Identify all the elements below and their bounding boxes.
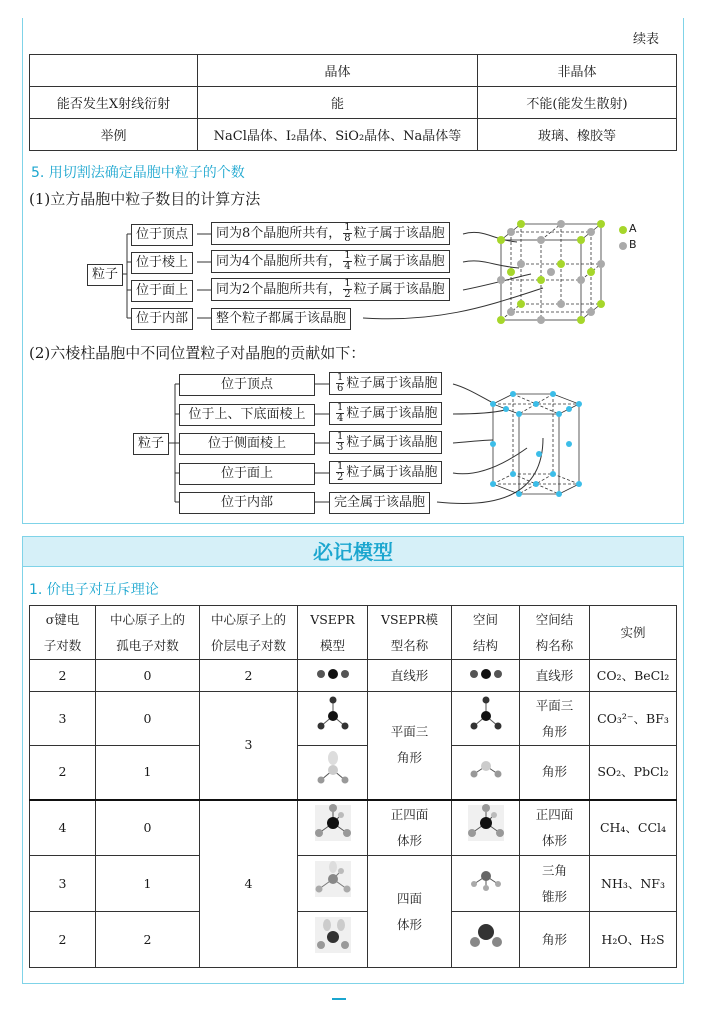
tetrahedral-icon	[452, 800, 520, 856]
legend-b: B	[629, 238, 637, 251]
table-header-cell: 空间 结构	[452, 606, 520, 660]
table-cell: CO₂、BeCl₂	[590, 660, 677, 692]
table-cell: CO₃²⁻、BF₃	[590, 692, 677, 746]
bent-structure-icon	[452, 912, 520, 968]
table-cell: 平面三 角形	[368, 692, 452, 800]
linear-model-icon	[298, 660, 368, 692]
position-node: 位于顶点	[131, 224, 193, 246]
particle-node: 粒子	[133, 433, 169, 455]
trigonal-planar-icon	[298, 692, 368, 746]
tetrahedral-lone-pair-icon	[298, 856, 368, 912]
table-cell: 0	[96, 692, 200, 746]
position-node: 位于顶点	[179, 374, 315, 396]
share-rule: $\frac{1}{6}$ 粒子属于该晶胞	[329, 372, 442, 395]
table-cell: 不能(能发生散射)	[478, 87, 677, 119]
table-cell: 2	[30, 660, 96, 692]
bent-structure-icon	[452, 746, 520, 800]
table-cell: 正四面 体形	[520, 800, 590, 856]
position-node: 位于棱上	[131, 252, 193, 274]
table-cell: NaCl晶体、I₂晶体、SiO₂晶体、Na晶体等	[198, 119, 478, 151]
table-header-cell: VSEPR 模型	[298, 606, 368, 660]
crystal-panel	[22, 18, 684, 524]
banner-title: 必记模型	[23, 537, 683, 567]
table-header-cell: 空间结 构名称	[520, 606, 590, 660]
position-node: 位于侧面棱上	[179, 433, 315, 455]
subsection-title: (2)六棱柱晶胞中不同位置粒子对晶胞的贡献如下：	[29, 344, 366, 362]
table-cell: CH₄、CCl₄	[590, 800, 677, 856]
table-cell: 1	[96, 856, 200, 912]
table-cell: NH₃、NF₃	[590, 856, 677, 912]
table-cell: 2	[30, 746, 96, 800]
share-rule: 完全属于该晶胞	[329, 492, 430, 514]
share-rule: 整个粒子都属于该晶胞	[211, 308, 351, 330]
table-cell: 直线形	[520, 660, 590, 692]
table-cell: 2	[30, 912, 96, 968]
particle-node: 粒子	[87, 264, 123, 286]
trigonal-pyramid-icon	[452, 856, 520, 912]
position-node: 位于内部	[131, 308, 193, 330]
table-cell: 正四面 体形	[368, 800, 452, 856]
table-cell: 四面 体形	[368, 856, 452, 968]
vsepr-table	[29, 605, 677, 968]
table-cell: 玻璃、橡胶等	[478, 119, 677, 151]
table-header-cell: VSEPR模 型名称	[368, 606, 452, 660]
tetrahedral-icon	[298, 800, 368, 856]
table-cell: 0	[96, 660, 200, 692]
table-cell: 平面三 角形	[520, 692, 590, 746]
table-cell: 三角 锥形	[520, 856, 590, 912]
table-cell: 2	[200, 660, 298, 692]
table-cell: 角形	[520, 912, 590, 968]
share-rule: $\frac{1}{2}$ 粒子属于该晶胞	[329, 461, 442, 484]
section-title: 5. 用切割法确定晶胞中粒子的个数	[31, 165, 245, 181]
trigonal-planar-icon	[452, 692, 520, 746]
tetrahedral-two-lone-pair-icon	[298, 912, 368, 968]
table-header-cell: σ键电 子对数	[30, 606, 96, 660]
table-cell: 4	[200, 800, 298, 968]
linear-structure-icon	[452, 660, 520, 692]
table-cell: 能	[198, 87, 478, 119]
table-cell: SO₂、PbCl₂	[590, 746, 677, 800]
model-panel	[22, 536, 684, 984]
table-cell: 4	[30, 800, 96, 856]
table-cell: 2	[96, 912, 200, 968]
table-header-cell: 中心原子上的 孤电子对数	[96, 606, 200, 660]
share-rule: 同为4个晶胞所共有， $\frac{1}{4}$ 粒子属于该晶胞	[211, 250, 450, 273]
table-header-cell: 非晶体	[478, 55, 677, 87]
table-cell: 举例	[30, 119, 198, 151]
position-node: 位于面上	[179, 463, 315, 485]
table-header-cell: 晶体	[198, 55, 478, 87]
share-rule: $\frac{1}{4}$ 粒子属于该晶胞	[329, 402, 442, 425]
table-cell: 直线形	[368, 660, 452, 692]
position-node: 位于面上	[131, 280, 193, 302]
table-cell: 3	[30, 692, 96, 746]
trigonal-lone-pair-icon	[298, 746, 368, 800]
subsection-title: (1)立方晶胞中粒子数目的计算方法	[29, 190, 261, 208]
table-cell: 0	[96, 800, 200, 856]
table-header-cell: 实例	[590, 606, 677, 660]
table-cell: H₂O、H₂S	[590, 912, 677, 968]
share-rule: 同为2个晶胞所共有， $\frac{1}{2}$ 粒子属于该晶胞	[211, 278, 450, 301]
share-rule: $\frac{1}{3}$ 粒子属于该晶胞	[329, 431, 442, 454]
continued-label: 续表	[632, 32, 659, 47]
page-mark	[332, 998, 346, 1000]
table-header-cell: 中心原子上的 价层电子对数	[200, 606, 298, 660]
table-cell: 3	[30, 856, 96, 912]
table-cell: 1	[96, 746, 200, 800]
legend-a: A	[629, 222, 637, 235]
section-title: 1. 价电子对互斥理论	[29, 582, 159, 598]
position-node: 位于内部	[179, 492, 315, 514]
table-cell: 能否发生X射线衍射	[30, 87, 198, 119]
position-node: 位于上、下底面棱上	[179, 404, 315, 426]
share-rule: 同为8个晶胞所共有， $\frac{1}{8}$ 粒子属于该晶胞	[211, 222, 450, 245]
table-cell: 3	[200, 692, 298, 800]
table-cell: 角形	[520, 746, 590, 800]
